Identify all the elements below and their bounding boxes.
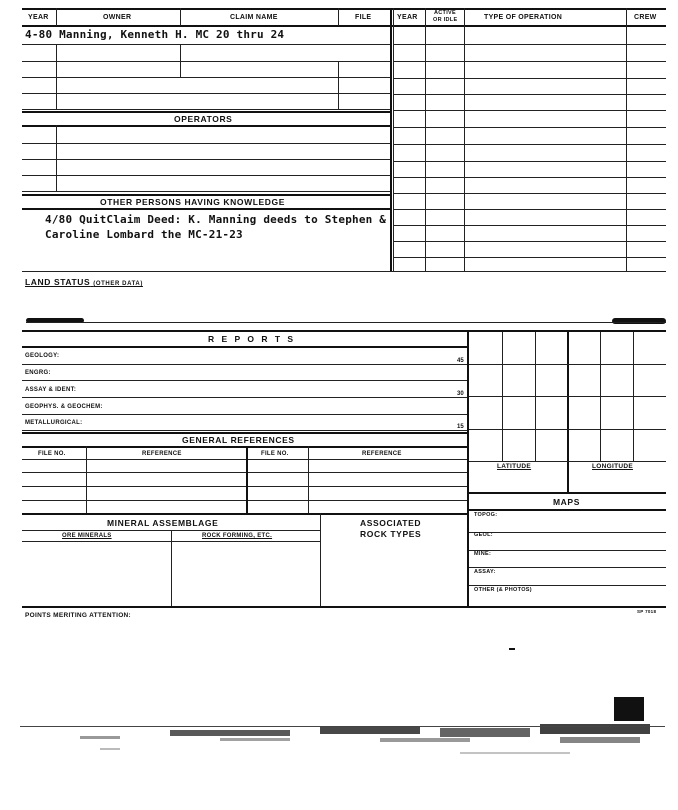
owner-header: OWNER	[103, 14, 132, 21]
right-row-line	[393, 110, 666, 111]
rock-types-heading: ROCK TYPES	[360, 529, 422, 539]
top-table-bottom-border	[22, 271, 666, 272]
year-header-right: YEAR	[397, 14, 418, 21]
other-persons-bottom-border	[22, 208, 390, 210]
general-references-heading: GENERAL REFERENCES	[182, 435, 295, 445]
or-idle-header: OR IDLE	[433, 17, 458, 23]
right-row-line	[393, 161, 666, 162]
row-line	[22, 143, 390, 144]
reports-row-line	[22, 414, 467, 415]
maps-row-line	[469, 532, 666, 533]
maps-top-border	[469, 492, 666, 494]
mine-label: MINE:	[474, 551, 492, 557]
references-column-line	[308, 446, 309, 514]
knowledge-entry-line1: 4/80 QuitClaim Deed: K. Manning deeds to Stephen &	[45, 213, 387, 226]
ink-smudge	[612, 318, 666, 324]
file-no-header-1: FILE NO.	[38, 451, 66, 457]
reports-row-line	[22, 364, 467, 365]
center-divider-inner	[393, 8, 394, 272]
reports-top-border	[22, 330, 666, 332]
right-row-line	[393, 78, 666, 79]
form-number: SP 7018	[637, 609, 657, 614]
right-row-line	[393, 144, 666, 145]
knowledge-entry-line2: Caroline Lombard the MC-21-23	[45, 228, 243, 241]
row-line	[22, 93, 390, 94]
center-divider	[390, 8, 392, 272]
owner-entry-text: 4-80 Manning, Kenneth H. MC 20 thru 24	[25, 28, 285, 41]
other-persons-heading: OTHER PERSONS HAVING KNOWLEDGE	[100, 197, 286, 207]
other-persons-top-border	[22, 194, 390, 196]
row-line	[22, 61, 390, 62]
geology-label: GEOLOGY:	[25, 353, 60, 359]
row-line	[22, 77, 390, 78]
mineral-assemblage-top-border	[22, 513, 467, 515]
right-row-line	[393, 209, 666, 210]
assay-map-label: ASSAY:	[474, 569, 496, 575]
right-row-line	[393, 225, 666, 226]
right-row-line	[393, 241, 666, 242]
engrg-label: ENGRG:	[25, 370, 51, 376]
references-row-line	[22, 500, 467, 501]
grid-line	[567, 332, 569, 492]
maps-row-line	[469, 585, 666, 586]
file-no-header-2: FILE NO.	[261, 451, 289, 457]
operators-bottom-border	[22, 125, 390, 127]
grid-line	[600, 332, 601, 462]
maps-row-line	[469, 567, 666, 568]
reports-row-line	[22, 430, 467, 431]
reports-row-line	[22, 380, 467, 381]
rock-forming-header: ROCK FORMING, ETC.	[202, 533, 273, 539]
other-photos-label: OTHER (& PHOTOS)	[474, 587, 532, 593]
scan-noise-band	[20, 718, 670, 763]
type-crew-divider	[626, 8, 627, 272]
grid-line	[469, 461, 666, 462]
active-type-divider	[464, 8, 465, 272]
references-row-line	[22, 459, 467, 460]
latitude-label: LATITUDE	[497, 463, 532, 470]
general-references-top-border	[22, 432, 467, 434]
geophys-label: GEOPHYS. & GEOCHEM:	[25, 404, 103, 410]
grid-line	[469, 396, 666, 397]
right-row-line	[393, 94, 666, 95]
references-row-line	[22, 486, 467, 487]
file-column-line	[338, 61, 339, 109]
land-status-line	[26, 322, 666, 323]
row-line	[22, 175, 390, 176]
header-bottom-border	[22, 25, 666, 27]
grid-number-30: 30	[457, 391, 464, 397]
row-line	[22, 191, 390, 192]
grid-line	[633, 332, 634, 462]
speck	[509, 648, 515, 650]
owner-column-line	[56, 44, 57, 109]
grid-line	[502, 332, 503, 462]
row-line	[22, 44, 390, 45]
right-row-line	[393, 257, 666, 258]
right-row-line	[393, 127, 666, 128]
right-row-line	[393, 177, 666, 178]
associated-divider	[320, 513, 321, 607]
associated-heading: ASSOCIATED	[360, 518, 422, 528]
row-line	[22, 109, 390, 110]
type-of-operation-header: TYPE OF OPERATION	[484, 14, 563, 21]
reference-header-2: REFERENCE	[362, 451, 402, 457]
right-row-line	[393, 193, 666, 194]
right-grid-divider	[467, 330, 469, 607]
references-column-line	[246, 446, 248, 514]
points-meriting-attention-label: POINTS MERITING ATTENTION:	[25, 612, 132, 619]
grid-line	[469, 364, 666, 365]
operators-top-border	[22, 111, 390, 113]
maps-heading-border	[469, 509, 666, 511]
maps-row-line	[469, 550, 666, 551]
geol-label: GEOL:	[474, 532, 493, 538]
grid-number-45: 45	[457, 358, 464, 364]
claim-name-header: CLAIM NAME	[230, 14, 278, 21]
land-status-heading: LAND STATUS (OTHER DATA)	[25, 277, 143, 287]
metallurgical-label: METALLURGICAL:	[25, 420, 83, 426]
grid-line	[469, 429, 666, 430]
row-line	[22, 159, 390, 160]
reports-row-line	[22, 397, 467, 398]
right-row-line	[393, 61, 666, 62]
grid-line	[535, 332, 536, 462]
year-header: YEAR	[28, 14, 49, 21]
ore-minerals-header: ORE MINERALS	[62, 533, 112, 539]
general-references-heading-border	[22, 446, 467, 448]
top-border	[22, 8, 666, 10]
header-divider	[180, 8, 181, 26]
header-divider	[338, 8, 339, 26]
mineral-assemblage-heading: MINERAL ASSEMBLAGE	[107, 518, 219, 528]
year-active-divider	[425, 8, 426, 272]
longitude-label: LONGITUDE	[592, 463, 633, 470]
references-row-line	[22, 472, 467, 473]
assay-ident-label: ASSAY & IDENT:	[25, 387, 77, 393]
topog-label: TOPOG:	[474, 512, 498, 518]
operators-column-line	[56, 125, 57, 191]
crew-header: CREW	[634, 14, 657, 21]
active-header: ACTIVE	[434, 10, 456, 16]
right-row-line	[393, 44, 666, 45]
ore-rock-divider	[171, 530, 172, 607]
references-column-line	[86, 446, 87, 514]
header-divider	[56, 8, 57, 26]
reference-header-1: REFERENCE	[142, 451, 182, 457]
reports-heading: R E P O R T S	[208, 334, 296, 344]
maps-heading: MAPS	[553, 497, 580, 507]
reports-heading-border	[22, 346, 468, 348]
mineral-bottom-border	[22, 606, 666, 608]
grid-number-15: 15	[457, 424, 464, 430]
file-header: FILE	[355, 14, 372, 21]
operators-heading: OPERATORS	[174, 114, 233, 124]
claim-column-line	[180, 44, 181, 77]
